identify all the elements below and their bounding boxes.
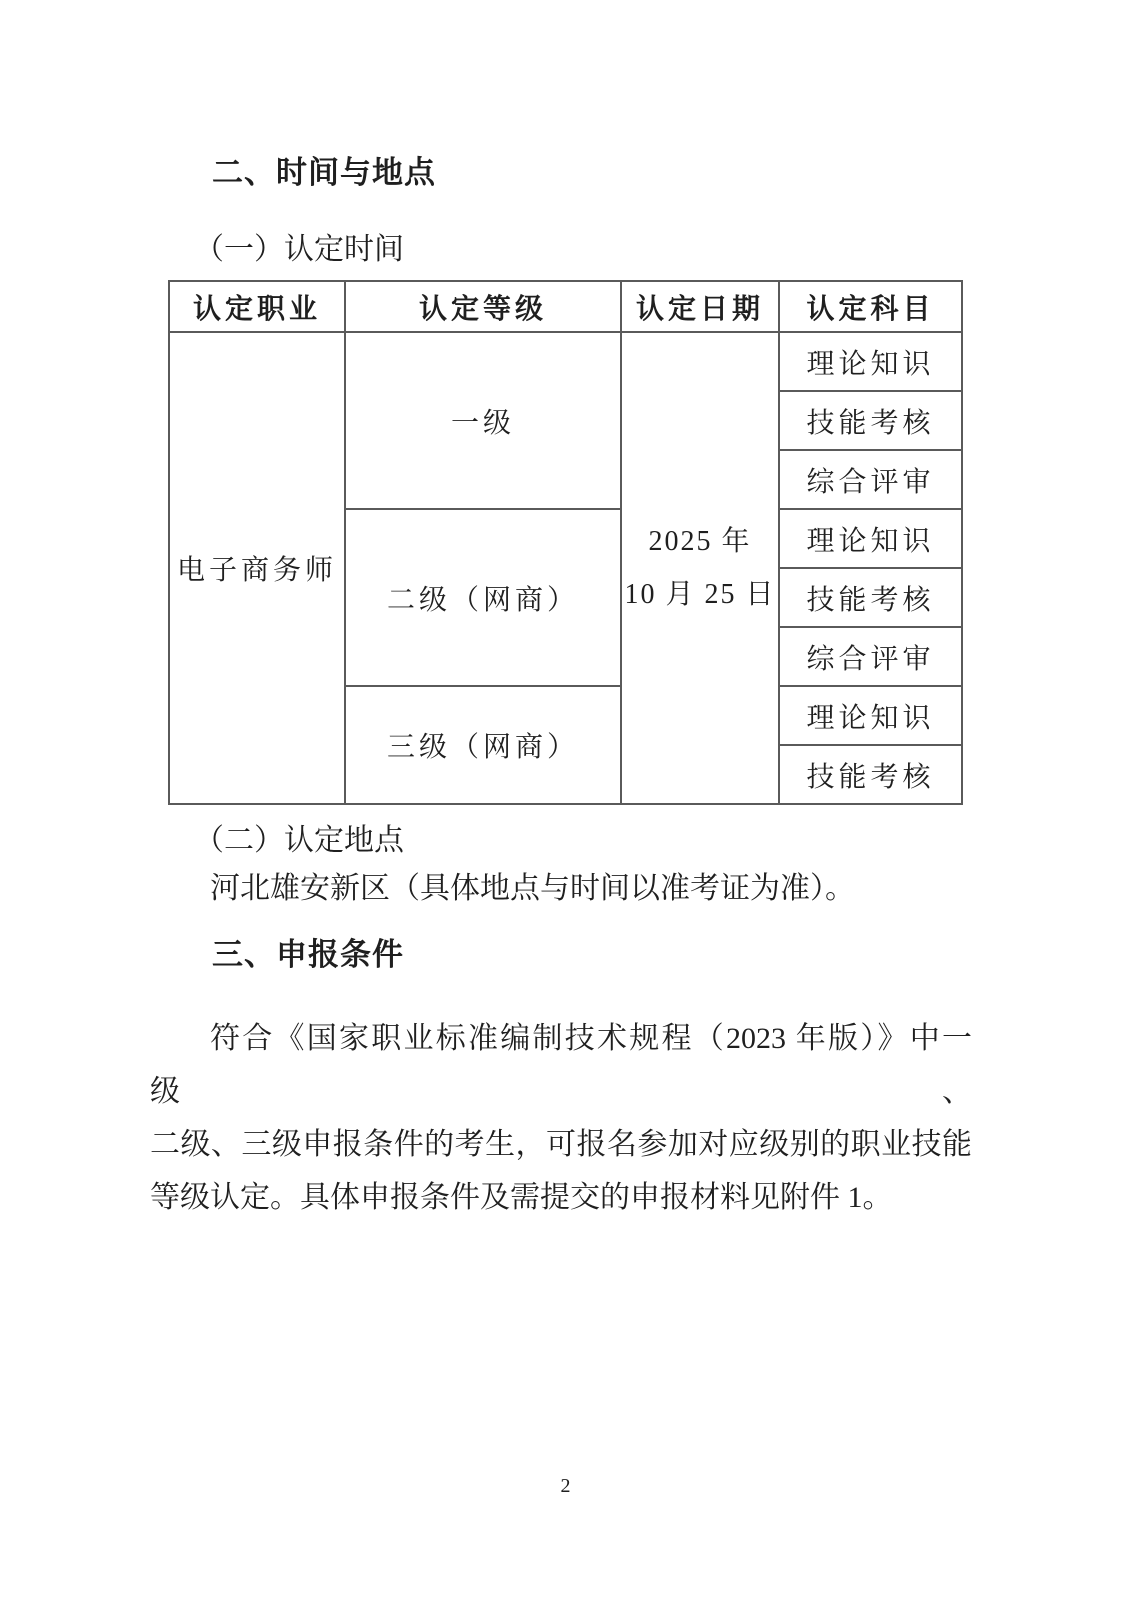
header-subject: 认定科目 — [779, 281, 962, 332]
cell-subject: 理论知识 — [779, 509, 962, 568]
cell-subject: 理论知识 — [779, 332, 962, 391]
cell-subject: 技能考核 — [779, 745, 962, 804]
table-header-row — [169, 281, 962, 332]
cell-subject: 综合评审 — [779, 627, 962, 686]
table-row — [169, 332, 962, 391]
cell-subject: 理论知识 — [779, 686, 962, 745]
section-heading-time-location: 二、时间与地点 — [212, 155, 436, 190]
cell-subject: 技能考核 — [779, 568, 962, 627]
certification-schedule-table — [168, 280, 963, 805]
paragraph-line: 符合《国家职业标准编制技术规程（2023 年版）》中一级、 — [150, 1022, 972, 1108]
cell-level-1: 一级 — [345, 332, 621, 509]
date-month-day: 10 月 25 日 — [624, 579, 776, 610]
paragraph-line: 等级认定。具体申报条件及需提交的申报材料见附件 1。 — [150, 1181, 893, 1214]
date-year: 2025 年 — [648, 526, 752, 557]
location-body-text: 河北雄安新区（具体地点与时间以准考证为准）。 — [210, 872, 855, 905]
cell-subject: 技能考核 — [779, 391, 962, 450]
cell-level-2: 二级（网商） — [345, 509, 621, 686]
cell-subject: 综合评审 — [779, 450, 962, 509]
page-number: 2 — [560, 1475, 571, 1497]
header-level: 认定等级 — [345, 281, 621, 332]
apply-conditions-paragraph — [150, 1012, 972, 1224]
cell-level-3: 三级（网商） — [345, 686, 621, 804]
section-heading-apply-conditions: 三、申报条件 — [212, 937, 404, 972]
header-occupation: 认定职业 — [169, 281, 345, 332]
subheading-cert-time: （一）认定时间 — [194, 233, 404, 266]
header-date: 认定日期 — [621, 281, 779, 332]
cell-occupation: 电子商务师 — [169, 332, 345, 804]
cell-date — [621, 332, 779, 804]
subheading-cert-location: （二）认定地点 — [194, 824, 404, 857]
paragraph-line: 二级、三级申报条件的考生，可报名参加对应级别的职业技能 — [150, 1128, 972, 1161]
